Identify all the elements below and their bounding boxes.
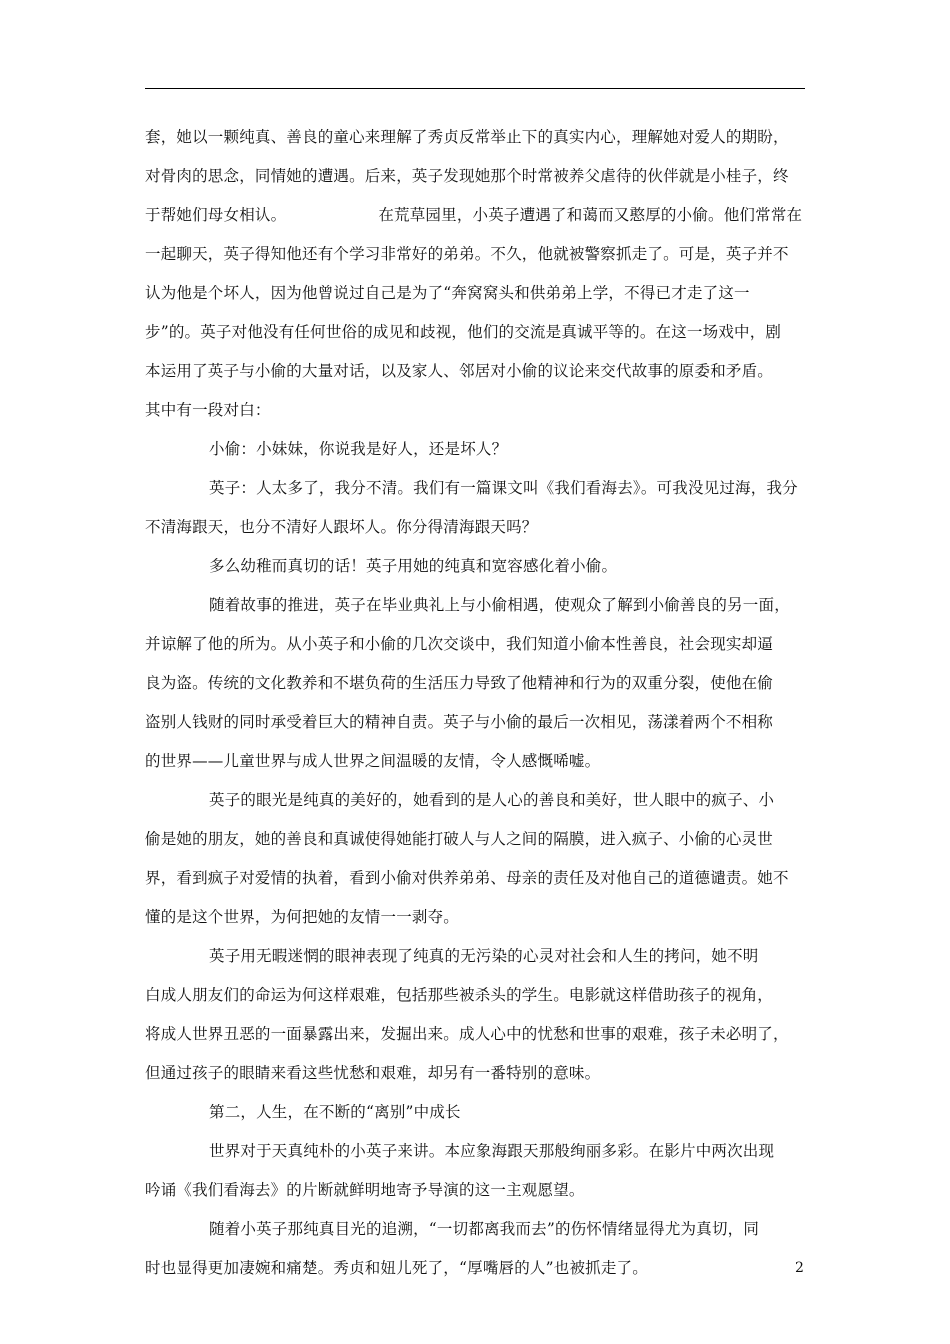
- dialogue-line: 小偷：小妹妹，你说我是好人，还是坏人？: [209, 440, 508, 458]
- text-line: 但通过孩子的眼睛来看这些忧愁和艰难，却另有一番特别的意味。: [145, 1064, 601, 1082]
- text-line: 套，她以一颗纯真、善良的童心来理解了秀贞反常举止下的真实内心，理解她对爱人的期盼，: [145, 128, 789, 146]
- paragraph-start: 随着故事的推进，英子在毕业典礼上与小偷相遇，使观众了解到小偷善良的另一面，: [209, 596, 790, 614]
- text-line: 将成人世界丑恶的一面暴露出来，发掘出来。成人心中的忧愁和世事的艰难，孩子未必明了，: [145, 1025, 789, 1043]
- paragraph-start: 英子用无暇迷惘的眼神表现了纯真的无污染的心灵对社会和人生的拷问，她不明: [209, 947, 759, 965]
- dialogue-line: 英子：人太多了，我分不清。我们有一篇课文叫《我们看海去》。可我没见过海，我分: [209, 479, 798, 497]
- paragraph-start: 英子的眼光是纯真的美好的，她看到的是人心的善良和美好，世人眼中的疯子、小: [209, 791, 775, 809]
- text-line: [145, 196, 810, 235]
- paragraph-start: 多么幼稚而真切的话！英子用她的纯真和宽容感化着小偷。: [209, 557, 618, 575]
- text-line: 界，看到疯子对爱情的执着，看到小偷对供养弟弟、母亲的责任及对他自己的道德谴责。她不: [145, 869, 789, 887]
- text-line-continuation: 在荒草园里，小英子遭遇了和蔼而又憨厚的小偷。他们常常在: [378, 206, 803, 224]
- text-line: 白成人朋友们的命运为何这样艰难，包括那些被杀头的学生。电影就这样借助孩子的视角，: [145, 986, 774, 1004]
- text-line: 时也显得更加凄婉和痛楚。秀贞和妞儿死了，“厚嘴唇的人”也被抓走了。: [145, 1259, 648, 1277]
- text-line: 偷是她的朋友，她的善良和真诚使得她能打破人与人之间的隔膜，进入疯子、小偷的心灵世: [145, 830, 774, 848]
- text-line: 吟诵《我们看海去》的片断就鲜明地寄予导演的这一主观愿望。: [145, 1181, 585, 1199]
- text-line: 步”的。英子对他没有任何世俗的成见和歧视，他们的交流是真诚平等的。在这一场戏中，剧: [145, 323, 782, 341]
- text-line: 盗别人钱财的同时承受着巨大的精神自责。英子与小偷的最后一次相见，荡漾着两个不相称: [145, 713, 774, 731]
- header-rule: [145, 88, 805, 89]
- text-line: 并谅解了他的所为。从小英子和小偷的几次交谈中，我们知道小偷本性善良，社会现实却逼: [145, 635, 774, 653]
- text-line: 的世界——儿童世界与成人世界之间温暖的友情，令人感慨唏嘘。: [145, 752, 601, 770]
- text-line: 对骨肉的思念，同情她的遭遇。后来，英子发现她那个时常被养父虐待的伙伴就是小桂子，终: [145, 167, 789, 185]
- text-line: 其中有一段对白：: [145, 401, 271, 419]
- text-line: 不清海跟天，也分不清好人跟坏人。你分得清海跟天吗？: [145, 518, 538, 536]
- text-line-start: 于帮她们母女相认。: [145, 206, 287, 224]
- paragraph-start: 世界对于天真纯朴的小英子来讲。本应象海跟天那般绚丽多彩。在影片中两次出现: [209, 1142, 775, 1160]
- page-number: 2: [795, 1260, 804, 1276]
- text-line: 一起聊天，英子得知他还有个学习非常好的弟弟。不久，他就被警察抓走了。可是，英子并不: [145, 245, 789, 263]
- text-line: 懂的是这个世界，为何把她的友情一一剥夺。: [145, 908, 460, 926]
- text-line: 本运用了英子与小偷的大量对话，以及家人、邻居对小偷的议论来交代故事的原委和矛盾。: [145, 362, 774, 380]
- text-line: 认为他是个坏人，因为他曾说过自己是为了“奔窝窝头和供弟弟上学，不得已才走了这一: [145, 284, 750, 302]
- text-line: 良为盗。传统的文化教养和不堪负荷的生活压力导致了他精神和行为的双重分裂，使他在偷: [145, 674, 774, 692]
- paragraph-start: 随着小英子那纯真目光的追溯，“一切都离我而去”的伤怀情绪显得尤为真切，同: [209, 1220, 760, 1238]
- section-heading: 第二，人生，在不断的“离别”中成长: [209, 1103, 461, 1121]
- document-body: [145, 118, 810, 1288]
